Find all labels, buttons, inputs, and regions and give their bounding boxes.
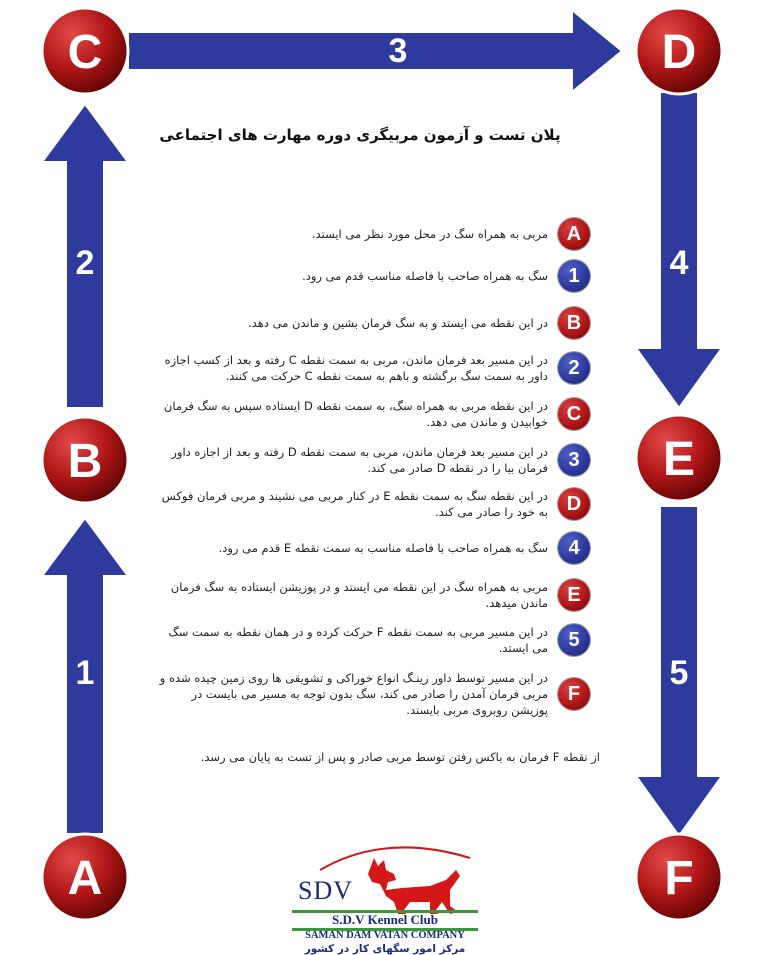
node-d-label: D xyxy=(661,26,697,79)
step-badge: D xyxy=(558,488,590,520)
step-text: در این مسیر توسط داور رینـگ انواع خوراکی و تشویقی ها روی زمین چیده شده و مربی فرمان آمدن را صادر می کند، سگ بدون توجه به مسیر می بایست در پوزیشن روبروی مربی بایستد. xyxy=(159,671,548,717)
final-note: از نقطه F فرمان به باکس رفتن توسط مربی صادر و پس از تست به پایان می رسد. xyxy=(200,750,600,764)
arrow-2-label: 2 xyxy=(75,244,95,282)
step-2 xyxy=(150,352,590,384)
arrow-5-label: 5 xyxy=(669,654,689,692)
step-text: در این نقطه مربی به همراه سگ، به سمت نقطه D ایستاده سپس به سگ فرمان خوابیدن و ماندن می دهد. xyxy=(163,399,548,429)
step-text: در این مسیر بعد فرمان ماندن، مربی به سمت نقطه C رفته و بعد از کسب اجازه داور به سمت سگ برگشته و باهم به سمت نقطه C حرکت می کنند. xyxy=(164,353,548,383)
arrow-3-label: 3 xyxy=(388,32,408,70)
node-a-label: A xyxy=(67,852,103,905)
step-badge: C xyxy=(558,398,590,430)
node-c-label: C xyxy=(67,26,103,79)
logo-sdv: SDV xyxy=(298,876,354,905)
node-e-label: E xyxy=(662,433,696,486)
dog-icon xyxy=(368,858,460,914)
step-b xyxy=(150,307,590,339)
step-text: در این نقطه سگ به سمت نقطه E در کنار مربی می نشیند و مربی فرمان فوکس به خود را صادر می کند. xyxy=(161,489,548,519)
step-e xyxy=(150,579,590,611)
step-text: سگ به همراه صاحب با فاصله مناسب قدم می رود. xyxy=(302,269,548,283)
node-b xyxy=(42,417,128,503)
step-badge: 1 xyxy=(558,260,590,292)
step-badge: B xyxy=(558,307,590,339)
arrow-3 xyxy=(128,10,622,92)
node-f-label: F xyxy=(664,852,694,905)
step-badge: A xyxy=(558,218,590,250)
arrow-4 xyxy=(636,92,722,408)
step-text: مربی به همراه سگ در محل مورد نظر می ایستد. xyxy=(311,227,548,241)
step-text: در این نقطه می ایستد و به سگ فرمان بشین و ماندن می دهد. xyxy=(248,316,548,330)
step-text: در این مسیر بعد فرمان ماندن، مربی به سمت نقطه D رفته و بعد از اجازه داور فرمان بیا را در نقطه D صادر می کند. xyxy=(171,445,548,475)
node-d xyxy=(636,8,722,94)
step-badge: 3 xyxy=(558,444,590,476)
step-badge: 5 xyxy=(558,624,590,656)
node-b-label: B xyxy=(67,435,103,488)
logo-club: S.D.V Kennel Club xyxy=(332,912,438,927)
step-f xyxy=(150,670,590,718)
step-1 xyxy=(150,260,590,292)
step-4 xyxy=(150,532,590,564)
arrow-5 xyxy=(636,506,722,836)
arrow-2 xyxy=(42,104,128,408)
step-c xyxy=(150,398,590,430)
logo-company: SAMAN DAM VATAN COMPANY xyxy=(305,930,465,941)
arrow-1 xyxy=(42,518,128,834)
step-text: در این مسیر مربی به سمت نقطه F حرکت کرده و در همان نقطه به سمت سگ می ایستد. xyxy=(168,625,548,655)
step-3 xyxy=(150,444,590,476)
step-d xyxy=(150,488,590,520)
arrow-4-label: 4 xyxy=(669,244,689,282)
node-e xyxy=(636,415,722,501)
step-badge: E xyxy=(558,579,590,611)
step-text: مربی به همراه سگ در این نقطه می ایستد و در پوزیشن ایستاده به سگ فرمان ماندن میدهد. xyxy=(170,580,548,610)
node-a xyxy=(42,834,128,920)
node-f xyxy=(636,834,722,920)
logo-center: مرکز امور سگهای کار در کشور xyxy=(304,943,466,955)
arrow-1-label: 1 xyxy=(75,654,95,692)
step-badge: 4 xyxy=(558,532,590,564)
kennel-club-logo xyxy=(290,840,480,955)
node-c xyxy=(42,8,128,94)
step-badge: F xyxy=(558,678,590,710)
step-text: سگ به همراه صاحب با فاصله مناسب به سمت نقطه E قدم می رود. xyxy=(218,541,548,555)
page-title: پلان تست و آزمون مربیگری دوره مهارت های اجتماعی xyxy=(159,126,561,144)
step-a xyxy=(150,218,590,250)
step-badge: 2 xyxy=(558,352,590,384)
step-5 xyxy=(150,624,590,656)
